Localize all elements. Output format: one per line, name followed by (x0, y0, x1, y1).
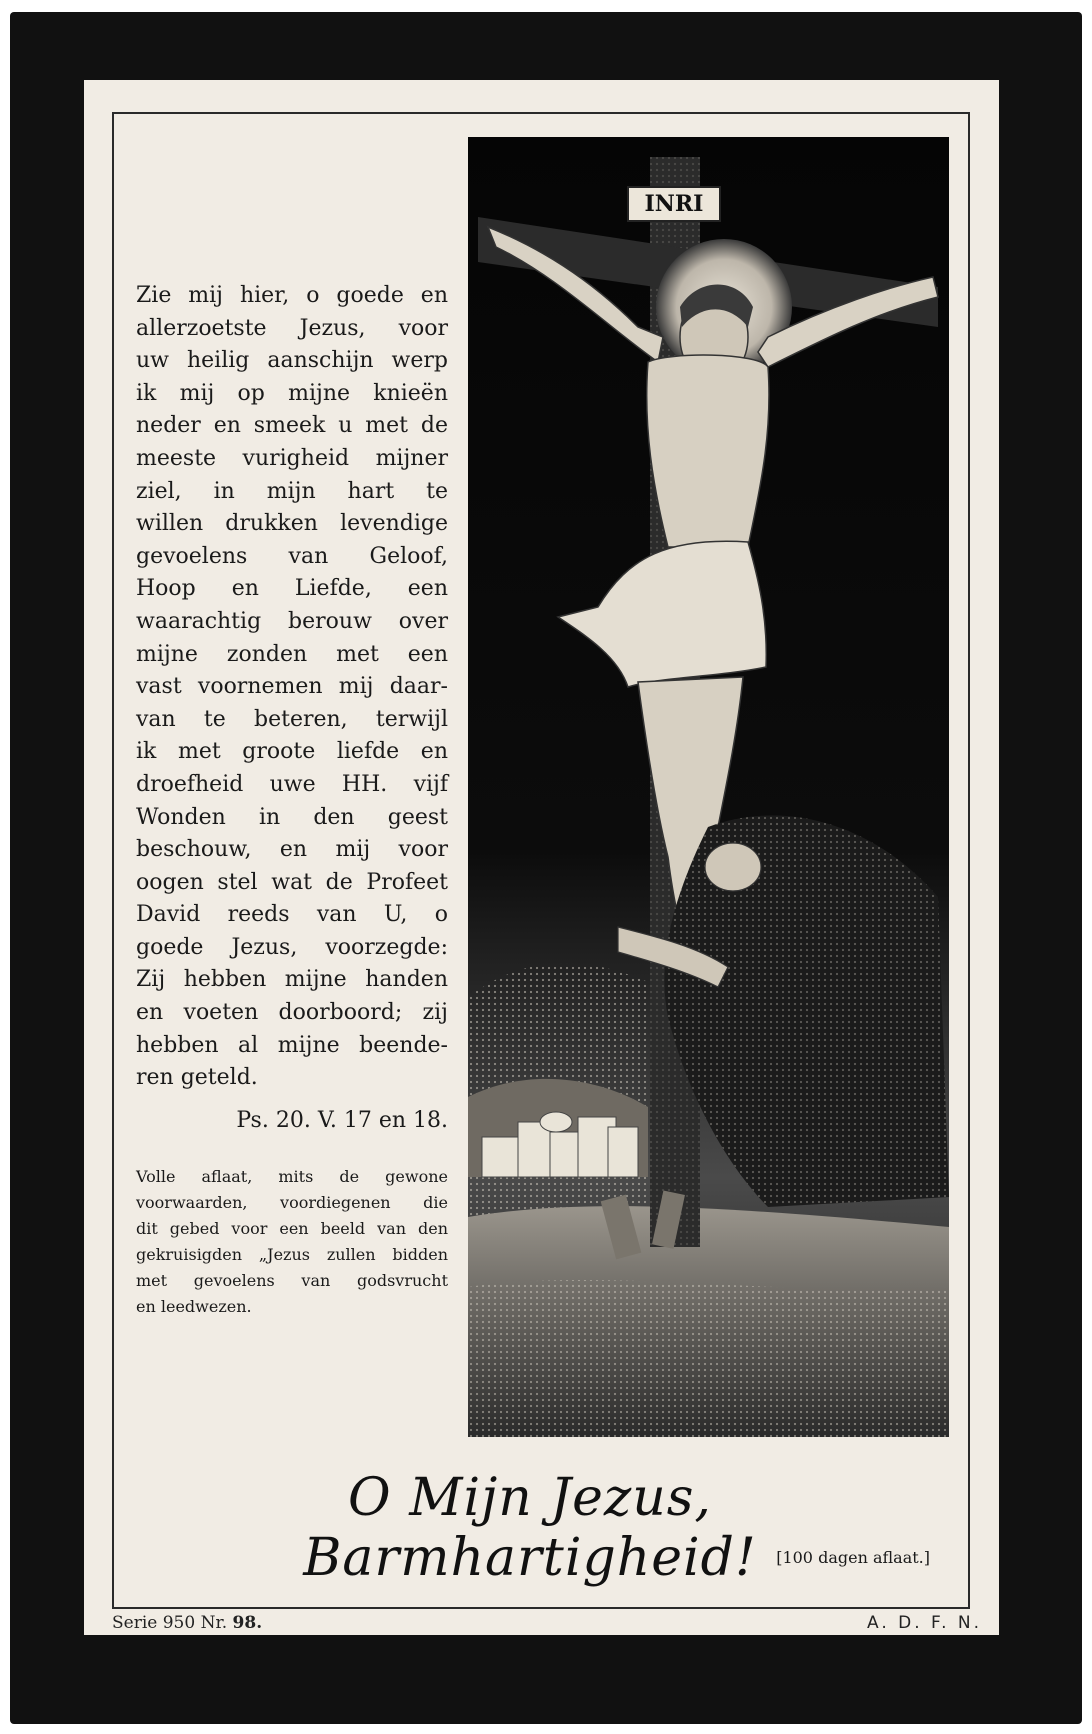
prayer-line: ik mij op mijne knieën (136, 380, 448, 406)
prayer-line: David reeds van U, o (136, 902, 448, 928)
prayer-line: neder en smeek u met de (136, 413, 448, 439)
indulgence-line: met gevoelens van godsvrucht (136, 1271, 448, 1290)
prayer-line: vast voornemen mij daar- (136, 674, 448, 700)
prayer-line: goede Jezus, voorzegde: (136, 934, 448, 960)
magdalene-face (705, 843, 761, 891)
invocation-heading: O Mijn Jezus, Barmhartigheid! (303, 1468, 757, 1588)
indulgence-note: [100 dagen aflaat.] (776, 1548, 930, 1567)
prayer-line: uw heilig aanschijn werp (136, 348, 448, 374)
series-value: 98. (232, 1613, 263, 1633)
psalm-reference: Ps. 20. V. 17 en 18. (236, 1108, 448, 1133)
prayer-line: Zij hebben mijne handen (136, 967, 448, 993)
prayer-line: oogen stel wat de Profeet (136, 869, 448, 895)
prayer-line: Hoop en Liefde, een (136, 576, 448, 602)
indulgence-line: voorwaarden, voordiegenen die (136, 1193, 448, 1212)
prayer-line: mijne zonden met een (136, 641, 448, 667)
prayer-line: ik met groote liefde en (136, 739, 448, 765)
prayer-line: van te beteren, terwijl (136, 706, 448, 732)
ground-texture (468, 1280, 949, 1437)
prayer-line: waarachtig berouw over (136, 608, 448, 634)
inri-inscription: INRI (644, 191, 704, 217)
prayer-line: hebben al mijne beende- (136, 1032, 448, 1058)
crucifixion-engraving (468, 137, 949, 1437)
prayer-line: Wonden in den geest (136, 804, 448, 830)
prayer-text (136, 280, 448, 1095)
printer-mark: A. D. F. N. (866, 1613, 982, 1633)
prayer-line: gevoelens van Geloof, (136, 543, 448, 569)
prayer-line: droefheid uwe HH. vijf (136, 771, 448, 797)
series-label: Serie 950 Nr. (112, 1613, 228, 1633)
indulgence-line: Volle aflaat, mits de gewone (136, 1167, 448, 1186)
series-number (112, 1613, 262, 1633)
prayer-line: allerzoetste Jezus, voor (136, 315, 448, 341)
prayer-line: ziel, in mijn hart te (136, 478, 448, 504)
prayer-line: ren geteld. (136, 1065, 258, 1091)
prayer-line: en voeten doorboord; zij (136, 1000, 448, 1026)
indulgence-line: dit gebed voor een beeld van den (136, 1219, 448, 1238)
prayer-line: meeste vurigheid mijner (136, 445, 448, 471)
prayer-line: willen drukken levendige (136, 511, 448, 537)
indulgence-line: en leedwezen. (136, 1297, 252, 1316)
christ-torso (647, 355, 769, 547)
indulgence-line: gekruisigden „Jezus zullen bidden (136, 1245, 448, 1264)
indulgence-text (136, 1164, 448, 1320)
prayer-line: beschouw, en mij voor (136, 837, 448, 863)
prayer-line: Zie mij hier, o goede en (136, 283, 448, 308)
